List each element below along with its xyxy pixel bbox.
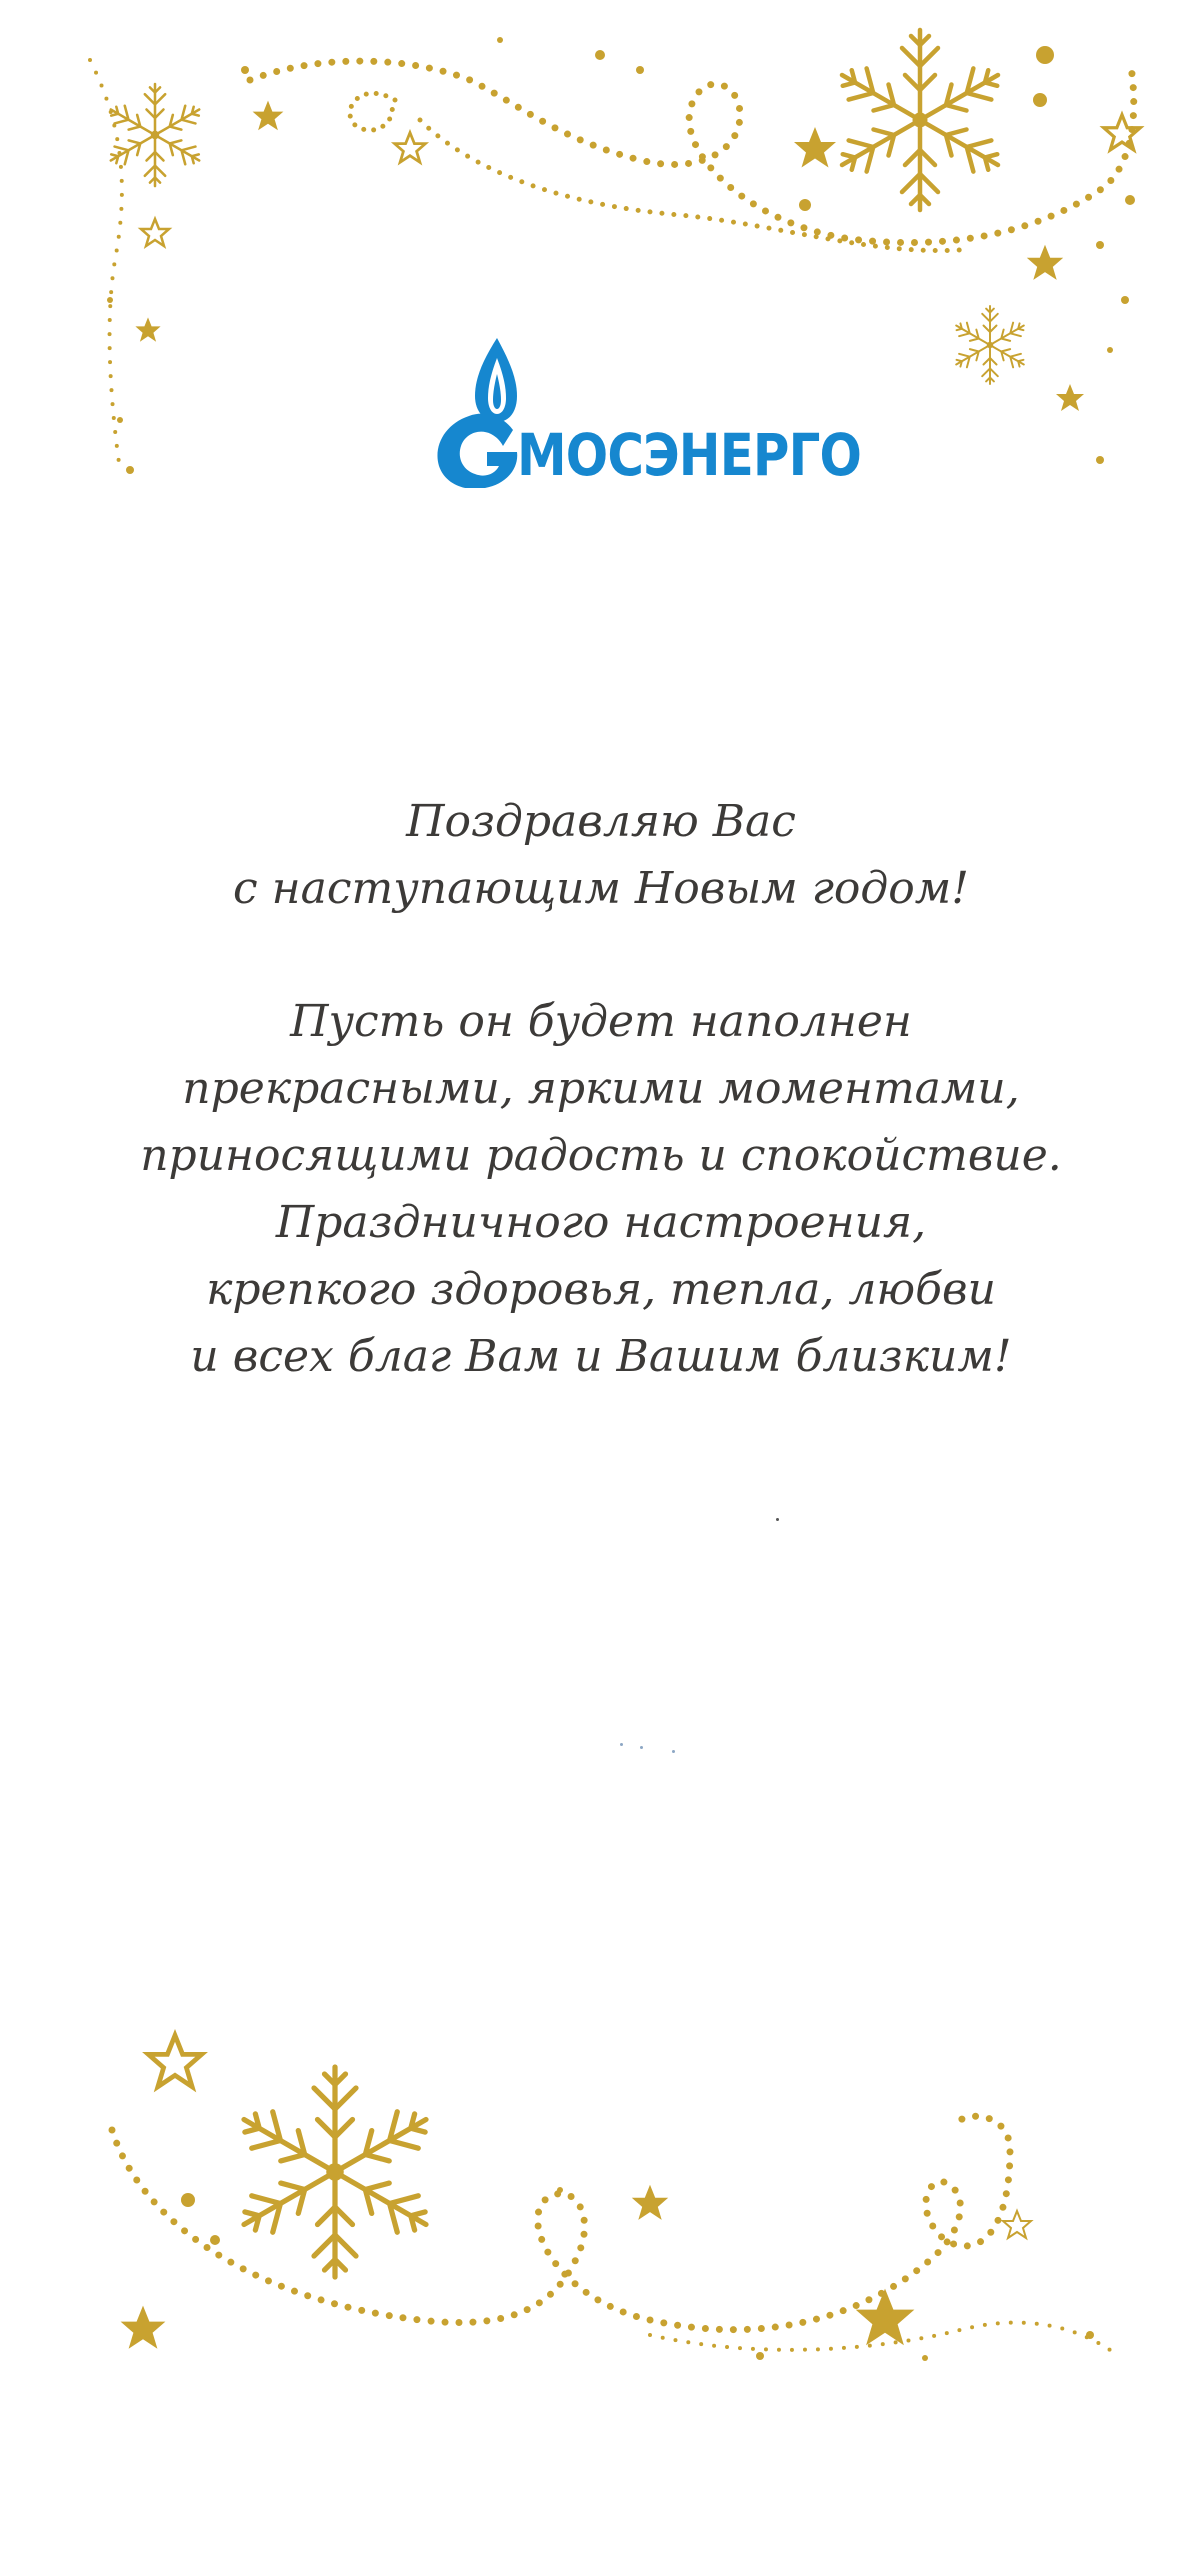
gold-dots: [181, 2187, 1094, 2361]
greeting-line: с наступающим Новым годом!: [233, 863, 969, 914]
star-icon: [1056, 384, 1084, 411]
greeting-line: Поздравляю Вас: [406, 796, 796, 847]
greeting-text: [100, 788, 1102, 1390]
star-icon: [1003, 2211, 1031, 2238]
logo-wordmark: МОСЭНЕРГО: [517, 421, 862, 489]
wish-line: приносящими радость и спокойствие.: [140, 1130, 1062, 1181]
scan-speck: [776, 1518, 779, 1521]
swirl-line-top: [250, 60, 1134, 243]
scan-speck: [620, 1743, 623, 1746]
swirl-loop-left: [350, 93, 395, 130]
scan-speck: [672, 1750, 675, 1753]
snowflake-icon: [109, 84, 202, 186]
star-icon: [395, 133, 426, 163]
star-icon: [794, 127, 836, 168]
mosenergo-logo: [425, 338, 862, 489]
star-icon: [1027, 245, 1063, 280]
star-icon: [121, 2306, 166, 2349]
snowflake-icon: [240, 2067, 431, 2277]
wish-line: и всех благ Вам и Вашим близким!: [190, 1331, 1012, 1382]
star-icon: [253, 101, 284, 131]
wish-line: крепкого здоровья, тепла, любви: [206, 1264, 996, 1315]
wish-line: Праздничного настроения,: [275, 1197, 927, 1248]
wish-line: Пусть он будет наполнен: [290, 996, 912, 1047]
wish-line: прекрасными, яркими моментами,: [182, 1063, 1020, 1114]
star-icon: [632, 2185, 668, 2220]
snowflake-icon: [838, 30, 1001, 210]
star-icon: [1104, 115, 1140, 150]
star-icon: [141, 219, 169, 246]
star-icon: [135, 317, 160, 341]
swirl-line-top-2: [420, 120, 960, 251]
star-icon: [856, 2289, 915, 2346]
star-icon: [148, 2035, 201, 2086]
scan-speck: [640, 1746, 643, 1749]
bottom-ornament: [0, 2000, 1202, 2420]
snowflake-icon: [955, 306, 1026, 384]
